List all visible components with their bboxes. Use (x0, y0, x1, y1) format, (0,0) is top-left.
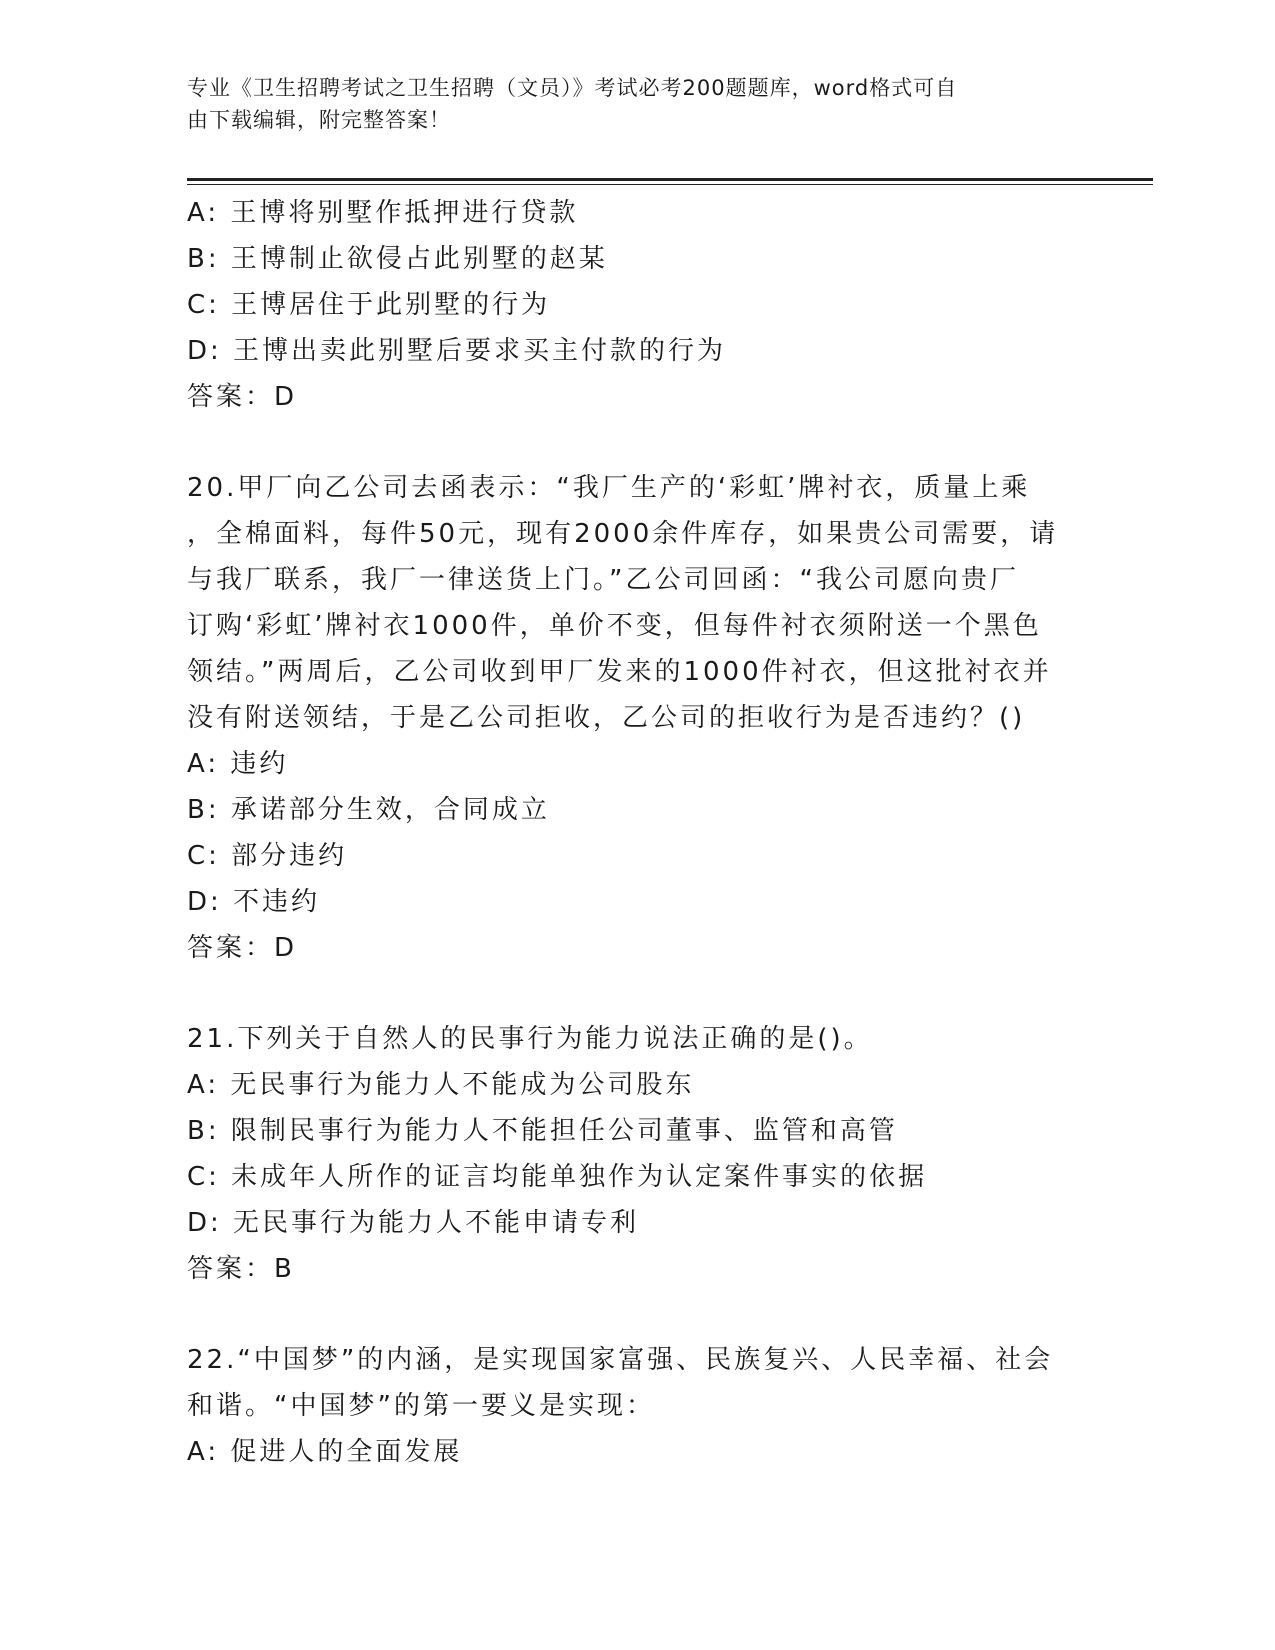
option-d: D: 无民事行为能力人不能申请专利 (187, 1208, 640, 1238)
option-a: A: 王博将别墅作抵押进行贷款 (187, 198, 579, 228)
question-stem (187, 1337, 1087, 1429)
stem-line: 22.“中国梦”的内涵，是实现国家富强、民族复兴、人民幸福、社会 (187, 1345, 1054, 1375)
header-rule-thick (187, 178, 1153, 181)
question-stem (187, 465, 1087, 741)
question-20 (187, 465, 1087, 971)
answer-label: 答案： (187, 382, 275, 412)
answer-value: D (274, 382, 297, 412)
stem-line: 订购‘彩虹’牌衬衣1000件，单价不变，但每件衬衣须附送一个黑色 (187, 611, 1042, 641)
answer-label: 答案： (187, 1254, 275, 1284)
option-a: A: 违约 (187, 749, 289, 779)
header-line-1: 专业《卫生招聘考试之卫生招聘（文员）》考试必考200题题库，word格式可自 (187, 76, 958, 100)
header-rule-thin (187, 184, 1153, 185)
header-line-2: 由下载编辑，附完整答案！ (187, 108, 451, 132)
option-d: D: 王博出卖此别墅后要求买主付款的行为 (187, 336, 727, 366)
stem-line: 和谐。“中国梦”的第一要义是实现： (187, 1391, 655, 1421)
stem-line: ，全棉面料，每件50元，现有2000余件库存，如果贵公司需要，请 (187, 519, 1059, 549)
answer-label: 答案： (187, 933, 275, 963)
question-list (187, 190, 1087, 1475)
question-19 (187, 190, 1087, 420)
answer-line (187, 1246, 1087, 1292)
answer-line (187, 374, 1087, 420)
question-22 (187, 1337, 1087, 1475)
option-b: B: 承诺部分生效，合同成立 (187, 795, 550, 825)
option-c: C: 部分违约 (187, 841, 348, 871)
option-b: B: 限制民事行为能力人不能担任公司董事、监管和高管 (187, 1116, 898, 1146)
option-c: C: 未成年人所作的证言均能单独作为认定案件事实的依据 (187, 1162, 928, 1192)
question-21 (187, 1016, 1087, 1292)
document-header (187, 72, 1067, 136)
stem-line: 21.下列关于自然人的民事行为能力说法正确的是()。 (187, 1024, 873, 1054)
option-c: C: 王博居住于此别墅的行为 (187, 290, 551, 320)
option-a: A: 无民事行为能力人不能成为公司股东 (187, 1070, 695, 1100)
question-stem (187, 1016, 1087, 1062)
answer-value: D (274, 933, 297, 963)
answer-line (187, 925, 1087, 971)
option-a: A: 促进人的全面发展 (187, 1437, 463, 1467)
option-b: B: 王博制止欲侵占此别墅的赵某 (187, 244, 608, 274)
answer-value: B (274, 1254, 294, 1284)
stem-line: 领结。”两周后，乙公司收到甲厂发来的1000件衬衣，但这批衬衣并 (187, 657, 1052, 687)
stem-line: 没有附送领结，于是乙公司拒收，乙公司的拒收行为是否违约？() (187, 703, 1026, 733)
option-d: D: 不违约 (187, 887, 321, 917)
stem-line: 与我厂联系，我厂一律送货上门。”乙公司回函：“我公司愿向贵厂 (187, 565, 1019, 595)
stem-line: 20.甲厂向乙公司去函表示：“我厂生产的‘彩虹’牌衬衣，质量上乘 (187, 473, 1031, 503)
